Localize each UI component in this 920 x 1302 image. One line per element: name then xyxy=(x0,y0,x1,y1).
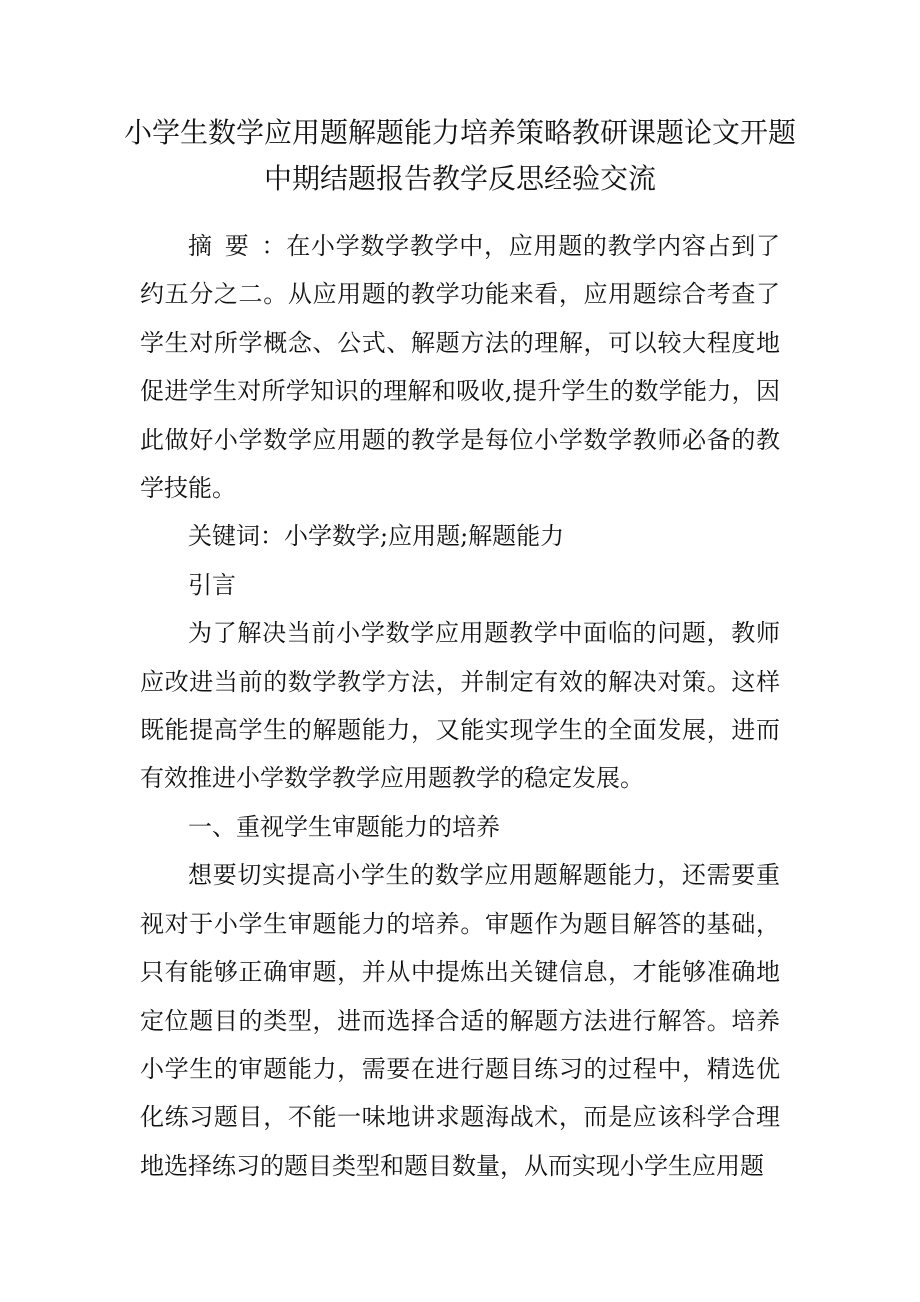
document-title: 小学生数学应用题解题能力培养策略教研课题论文开题中期结题报告教学反思经验交流 xyxy=(123,116,796,195)
section-1-heading: 一、重视学生审题能力的培养 xyxy=(188,812,500,841)
abstract-paragraph xyxy=(140,222,780,512)
abstract-label: 摘要 xyxy=(188,232,262,260)
keywords-line: 关键词：小学数学;应用题;解题能力 xyxy=(188,522,565,551)
document-body xyxy=(140,222,780,1190)
intro-heading: 引言 xyxy=(188,570,236,599)
abstract-separator: ： xyxy=(261,232,287,260)
intro-paragraph: 为了解决当前小学数学应用题教学中面临的问题，教师应改进当前的数学教学方法，并制定有效的解决对策。这样既能提高学生的解题能力，又能实现学生的全面发展，进而有效推进小学数学教学应用题教学的稳定发展。 xyxy=(140,619,780,793)
section-1-paragraph: 想要切实提高小学生的数学应用题解题能力，还需要重视对于小学生审题能力的培养。审题作为题目解答的基础，只有能够正确审题，并从中提炼出关键信息，才能够准确地定位题目的类型，进而选择合适的解题方法进行解答。培养小学生的审题能力，需要在进行题目练习的过程中，精选优化练习题目，不能一味地讲求题海战术，而是应该科学合理地选择练习的题目类型和题目数量，从而实现小学生应用题 xyxy=(140,861,780,1180)
abstract-text: 在小学数学教学中，应用题的教学内容占到了约五分之二。从应用题的教学功能来看，应用题综合考查了学生对所学概念、公式、解题方法的理解，可以较大程度地促进学生对所学知识的理解和吸收,提升学生的数学能力，因此做好小学数学应用题的教学是每位小学数学教师必备的教学技能。 xyxy=(140,232,781,503)
